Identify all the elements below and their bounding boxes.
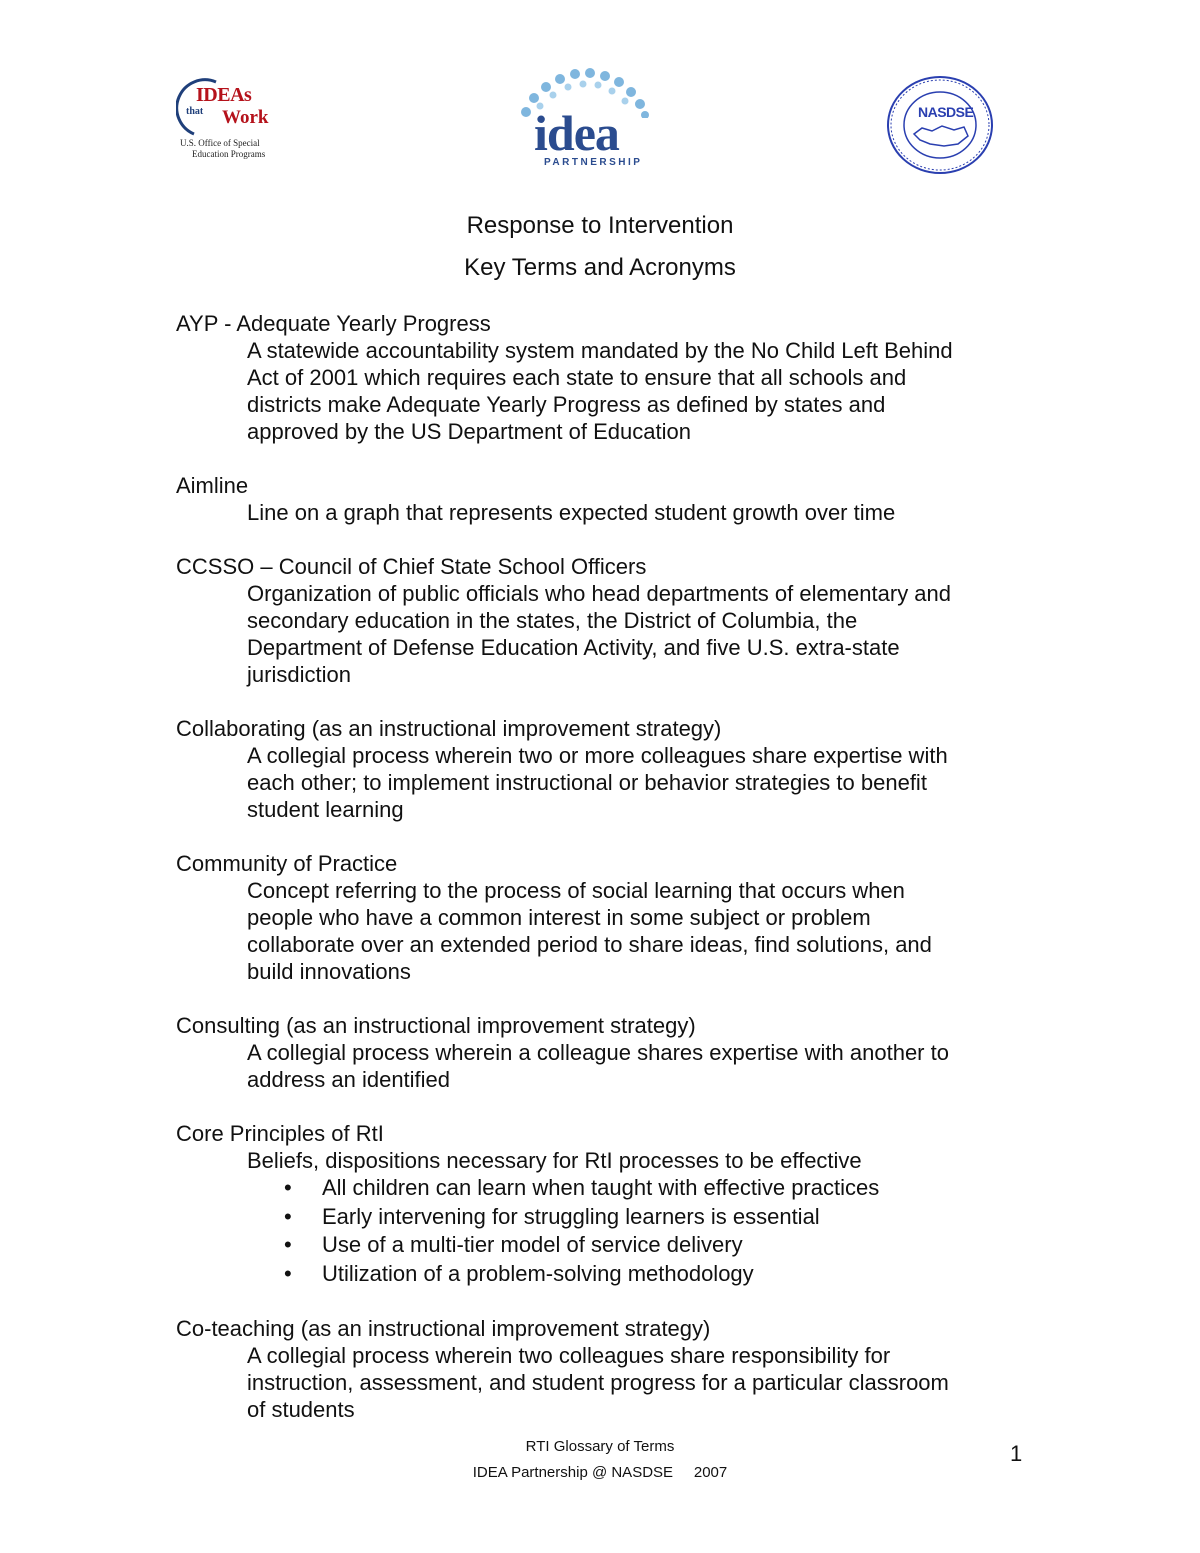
idea-partnership-logo — [506, 68, 666, 178]
definition-line: people who have a common interest in some subject or problem — [247, 905, 871, 930]
definition-line: A collegial process wherein a colleague shares expertise with another to — [247, 1040, 949, 1065]
glossary-term: Aimline — [176, 473, 249, 498]
definition-line: Beliefs, dispositions necessary for RtI processes to be effective — [247, 1148, 862, 1173]
glossary-definition — [247, 499, 1027, 526]
definition-line: Organization of public officials who head departments of elementary and — [247, 581, 952, 606]
nasdse-seal-text: NASDSE — [918, 104, 974, 120]
definition-line: Department of Defense Education Activity, and five U.S. extra-state — [247, 635, 900, 660]
definition-line: jurisdiction — [247, 662, 351, 687]
glossary-definition — [247, 1039, 1027, 1093]
definition-line: Concept referring to the process of social learning that occurs when — [247, 878, 905, 903]
idea-wordmark: idea — [534, 105, 619, 161]
definition-line: Act of 2001 which requires each state to ensure that all schools and — [247, 365, 907, 390]
glossary-entry — [176, 850, 1036, 985]
glossary-term: AYP - Adequate Yearly Progress — [176, 311, 491, 336]
glossary-list — [176, 310, 1036, 1450]
definition-line: approved by the US Department of Education — [247, 419, 691, 444]
glossary-term: Co-teaching (as an instructional improvement strategy) — [176, 1316, 711, 1341]
definition-line: A collegial process wherein two or more colleagues share expertise with — [247, 743, 948, 768]
glossary-term: Consulting (as an instructional improvement strategy) — [176, 1013, 696, 1038]
glossary-entry — [176, 310, 1036, 445]
definition-line: student learning — [247, 797, 404, 822]
principle-item: • Early intervening for struggling learners is essential — [284, 1203, 1036, 1232]
glossary-term: CCSSO – Council of Chief State School Officers — [176, 554, 647, 579]
glossary-entry — [176, 472, 1036, 526]
logo-caption-line2: Education Programs — [192, 149, 266, 159]
footer-line-2: IDEA Partnership @ NASDSE 2007 — [472, 1464, 728, 1481]
logo-caption — [180, 138, 265, 160]
seal-icon — [884, 74, 996, 176]
glossary-term: Collaborating (as an instructional improvement strategy) — [176, 716, 722, 741]
logo-text-ideas: IDEAs — [196, 84, 252, 106]
definition-line: address an identified — [247, 1067, 451, 1092]
definition-line: A collegial process wherein two colleagues share responsibility for — [247, 1343, 891, 1368]
definition-line: of students — [247, 1397, 355, 1422]
logo-text-that: that — [186, 106, 204, 117]
page-subtitle: Key Terms and Acronyms — [464, 254, 736, 281]
logo-text-work: Work — [222, 107, 269, 128]
glossary-entry — [176, 1315, 1036, 1423]
glossary-entry — [176, 715, 1036, 823]
definition-line: each other; to implement instructional or behavior strategies to benefit — [247, 770, 927, 795]
glossary-term: Community of Practice — [176, 851, 398, 876]
principle-item: • All children can learn when taught with effective practices — [284, 1174, 1036, 1203]
page-number: 1 — [1010, 1441, 1023, 1466]
glossary-entry — [176, 1012, 1036, 1093]
glossary-definition — [247, 580, 1027, 688]
glossary-term: Core Principles of RtI — [176, 1121, 384, 1146]
glossary-definition — [247, 337, 1027, 445]
definition-line: collaborate over an extended period to share ideas, find solutions, and — [247, 932, 932, 957]
partnership-wordmark: PARTNERSHIP — [544, 157, 643, 168]
page-title: Response to Intervention — [466, 212, 734, 239]
glossary-definition — [247, 877, 1027, 985]
logo-strip — [0, 0, 1200, 190]
definition-line: districts make Adequate Yearly Progress as defined by states and — [247, 392, 886, 417]
glossary-definition — [247, 1147, 1027, 1174]
principles-list — [284, 1174, 1036, 1288]
definition-line: secondary education in the states, the District of Columbia, the — [247, 608, 858, 633]
glossary-entry — [176, 553, 1036, 688]
ideas-that-work-logo — [176, 78, 286, 170]
principle-item: • Utilization of a problem-solving methodology — [284, 1260, 1036, 1289]
definition-line: A statewide accountability system mandated by the No Child Left Behind — [247, 338, 953, 363]
glossary-entry — [176, 1120, 1036, 1288]
principle-item: • Use of a multi-tier model of service delivery — [284, 1231, 1036, 1260]
definition-line: build innovations — [247, 959, 411, 984]
glossary-definition — [247, 1342, 1027, 1423]
definition-line: Line on a graph that represents expected student growth over time — [247, 500, 896, 525]
footer-line-1: RTI Glossary of Terms — [525, 1438, 675, 1455]
logo-caption-line1: U.S. Office of Special — [180, 138, 260, 148]
nasdse-seal-logo — [884, 74, 996, 176]
glossary-definition — [247, 742, 1027, 823]
definition-line: instruction, assessment, and student progress for a particular classroom — [247, 1370, 949, 1395]
